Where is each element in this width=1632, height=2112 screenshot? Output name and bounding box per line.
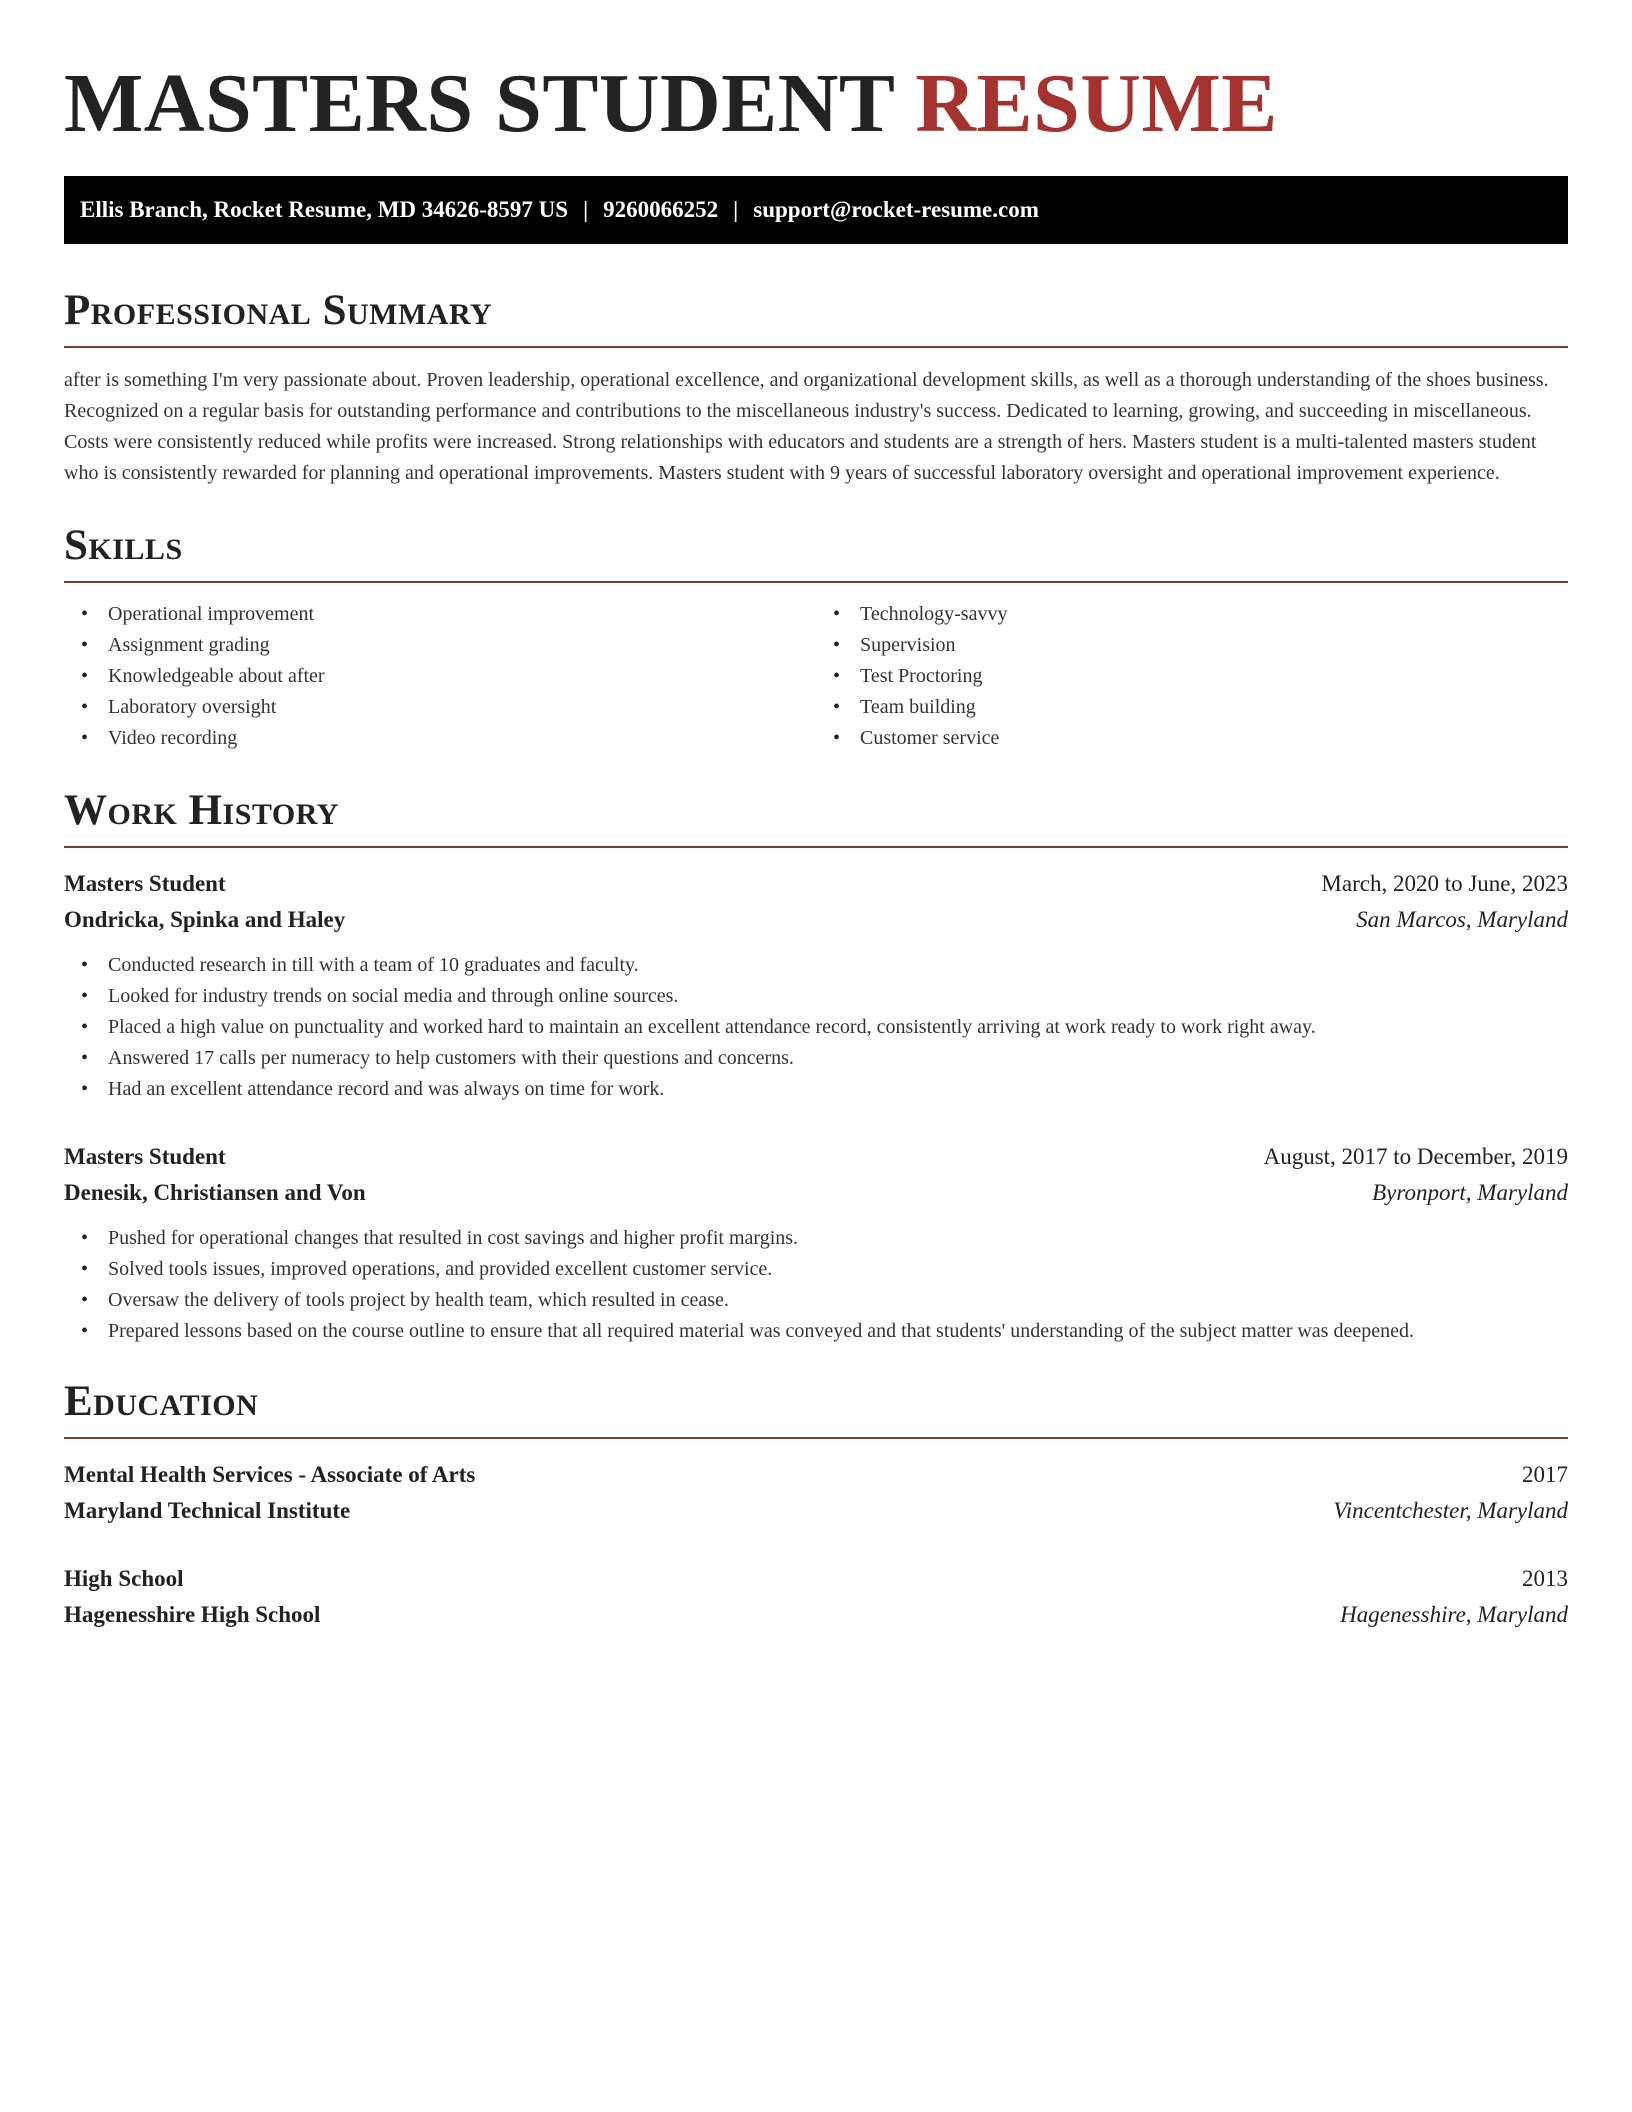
- skill-item: • Operational improvement: [108, 599, 816, 630]
- job-company: Ondricka, Spinka and Haley: [64, 907, 346, 932]
- skill-item: • Technology-savvy: [860, 599, 1568, 630]
- job-header-row: [64, 866, 1568, 902]
- education-entry: [64, 1457, 1568, 1529]
- section-heading-education: Education: [64, 1375, 1568, 1439]
- education-entry: [64, 1561, 1568, 1633]
- job-bullet: • Solved tools issues, improved operations, and provided excellent customer service.: [108, 1254, 1568, 1285]
- job-dates: August, 2017 to December, 2019: [1263, 1144, 1568, 1169]
- skill-item: • Video recording: [108, 723, 816, 754]
- education-location: Hagenesshire, Maryland: [1340, 1602, 1568, 1627]
- contact-address: Ellis Branch, Rocket Resume, MD 34626-8597 US: [80, 197, 569, 222]
- job-location: Byronport, Maryland: [1372, 1180, 1568, 1205]
- job-bullet: • Oversaw the delivery of tools project by health team, which resulted in cease.: [108, 1285, 1568, 1316]
- summary-text: after is something I'm very passionate about. Proven leadership, operational excellence, and organizational development skills, as well as a thorough understanding of the shoes business. Recognized on a regular basis for outstanding performance and contributions to the miscellaneous industry's success. Dedicated to learning, growing, and succeeding in miscellaneous. Costs were consistently reduced while profits were increased. Strong relationships with educators and students are a strength of hers. Masters student is a multi-talented masters student who is consistently rewarded for planning and operational improvements. Masters student with 9 years of successful laboratory oversight and operational improvement experience.: [64, 369, 1549, 484]
- skill-item: • Assignment grading: [108, 630, 816, 661]
- job-entry: [64, 866, 1568, 1105]
- job-bullet: • Placed a high value on punctuality and worked hard to maintain an excellent attendance record, consistently arriving at work ready to work right away.: [108, 1012, 1568, 1043]
- job-bullet: • Pushed for operational changes that resulted in cost savings and higher profit margins.: [108, 1223, 1568, 1254]
- section-heading-work-history: Work History: [64, 784, 1568, 848]
- skill-item: • Team building: [860, 692, 1568, 723]
- skills-section: [64, 519, 1568, 754]
- education-degree: High School: [64, 1566, 184, 1591]
- skill-item: • Supervision: [860, 630, 1568, 661]
- education-degree-row: [64, 1457, 1568, 1493]
- contact-separator: |: [733, 197, 739, 222]
- education-degree-row: [64, 1561, 1568, 1597]
- education-school: Hagenesshire High School: [64, 1602, 321, 1627]
- job-bullet-list: [64, 1223, 1568, 1347]
- title-accent: RESUME: [915, 57, 1278, 150]
- professional-summary-section: [64, 284, 1568, 489]
- contact-separator: |: [583, 197, 589, 222]
- education-section: [64, 1375, 1568, 1633]
- job-bullet: • Had an excellent attendance record and was always on time for work.: [108, 1074, 1568, 1105]
- job-dates: March, 2020 to June, 2023: [1321, 871, 1568, 896]
- education-year: 2013: [1522, 1566, 1568, 1591]
- education-degree: Mental Health Services - Associate of Arts: [64, 1462, 476, 1487]
- job-bullet: • Looked for industry trends on social media and through online sources.: [108, 981, 1568, 1012]
- education-location: Vincentchester, Maryland: [1333, 1498, 1568, 1523]
- skill-item: • Laboratory oversight: [108, 692, 816, 723]
- resume-title: [64, 56, 1568, 152]
- job-bullet: • Answered 17 calls per numeracy to help customers with their questions and concerns.: [108, 1043, 1568, 1074]
- education-school-row: [64, 1597, 1568, 1633]
- job-bullet: • Prepared lessons based on the course outline to ensure that all required material was conveyed and that students' understanding of the subject matter was deepened.: [108, 1316, 1568, 1347]
- job-company: Denesik, Christiansen and Von: [64, 1180, 366, 1205]
- skill-item: • Customer service: [860, 723, 1568, 754]
- contact-bar: [64, 176, 1568, 244]
- job-header-row: [64, 1139, 1568, 1175]
- education-school-row: [64, 1493, 1568, 1529]
- section-heading-summary: Professional Summary: [64, 284, 1568, 348]
- job-location: San Marcos, Maryland: [1356, 907, 1568, 932]
- contact-email: support@rocket-resume.com: [753, 197, 1039, 222]
- job-bullet-list: [64, 950, 1568, 1105]
- section-heading-skills: Skills: [64, 519, 1568, 583]
- job-bullet: • Conducted research in till with a team of 10 graduates and faculty.: [108, 950, 1568, 981]
- job-company-row: [64, 902, 1568, 938]
- skills-grid: [64, 599, 1568, 754]
- education-year: 2017: [1522, 1462, 1568, 1487]
- job-company-row: [64, 1175, 1568, 1211]
- job-entry: [64, 1139, 1568, 1347]
- title-main: MASTERS STUDENT: [64, 57, 894, 150]
- skills-column-right: [816, 599, 1568, 754]
- work-history-section: [64, 784, 1568, 1347]
- skill-item: • Knowledgeable about after: [108, 661, 816, 692]
- job-title: Masters Student: [64, 1144, 226, 1169]
- skills-column-left: [64, 599, 816, 754]
- contact-phone: 9260066252: [603, 197, 719, 222]
- skill-item: • Test Proctoring: [860, 661, 1568, 692]
- job-title: Masters Student: [64, 871, 226, 896]
- education-school: Maryland Technical Institute: [64, 1498, 351, 1523]
